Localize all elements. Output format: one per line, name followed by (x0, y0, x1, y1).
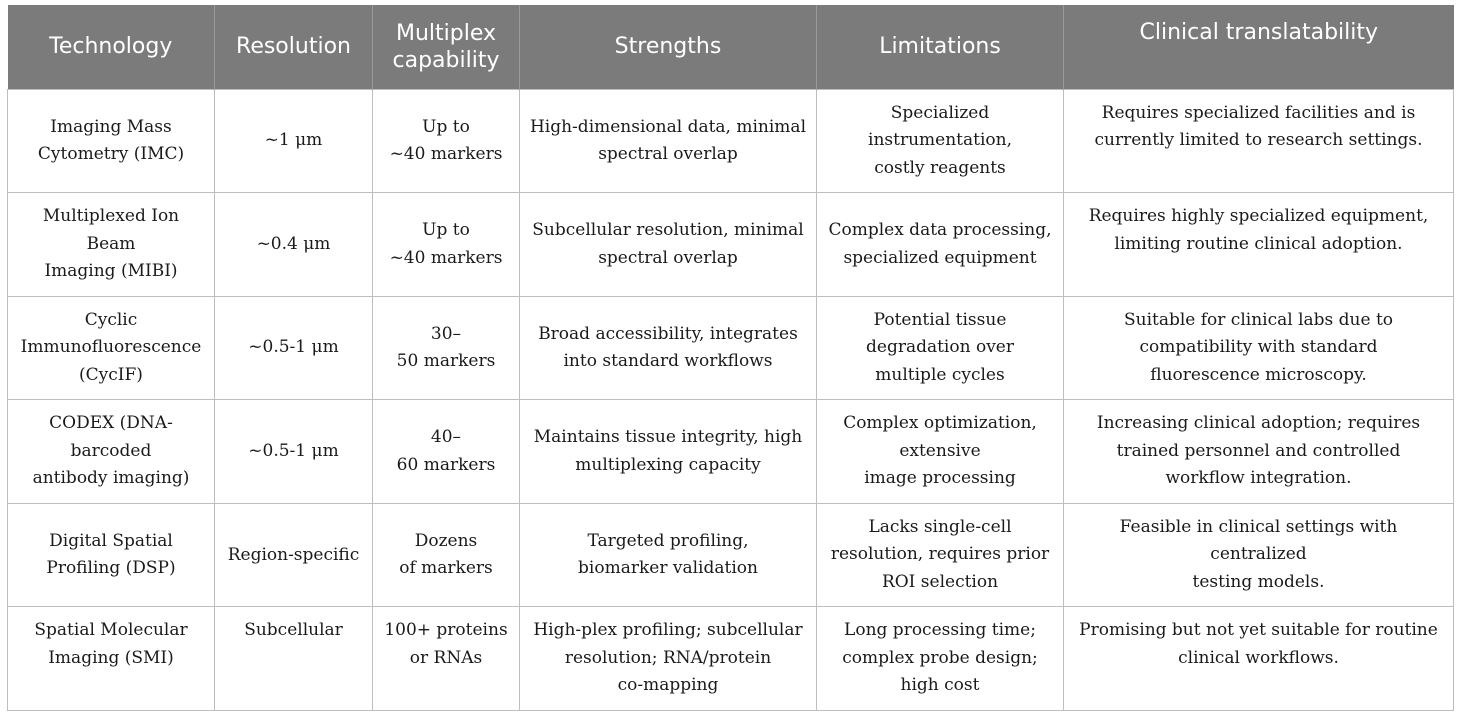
cell-limitations: Specialized instrumentation, costly reagents (817, 89, 1064, 193)
cell-clinical-translatability: Requires highly specialized equipment, limiting routine clinical adoption. (1064, 193, 1454, 297)
header-strengths: Strengths (520, 5, 817, 89)
cell-multiplex: Up to ~40 markers (373, 89, 520, 193)
cell-resolution: ~1 μm (215, 89, 373, 193)
technology-comparison-table (7, 5, 1454, 711)
cell-clinical-translatability: Requires specialized facilities and is currently limited to research settings. (1064, 89, 1454, 193)
cell-strengths: Targeted profiling, biomarker validation (520, 503, 817, 607)
cell-clinical-translatability: Feasible in clinical settings with centralized testing models. (1064, 503, 1454, 607)
header-multiplex-capability: Multiplex capability (373, 5, 520, 89)
cell-strengths: Maintains tissue integrity, high multiplexing capacity (520, 400, 817, 504)
header-clinical-translatability: Clinical translatability (1064, 5, 1454, 89)
cell-clinical-translatability: Increasing clinical adoption; requires trained personnel and controlled workflow integration. (1064, 400, 1454, 504)
cell-resolution: ~0.4 μm (215, 193, 373, 297)
cell-technology: Cyclic Immunofluorescence (CycIF) (8, 296, 215, 400)
cell-technology: CODEX (DNA- barcoded antibody imaging) (8, 400, 215, 504)
table-row (8, 503, 1454, 607)
cell-strengths: Subcellular resolution, minimal spectral overlap (520, 193, 817, 297)
table-row (8, 296, 1454, 400)
cell-resolution: Region-specific (215, 503, 373, 607)
cell-multiplex: Up to ~40 markers (373, 193, 520, 297)
header-row (8, 5, 1454, 89)
cell-technology: Imaging Mass Cytometry (IMC) (8, 89, 215, 193)
cell-resolution: ~0.5-1 μm (215, 400, 373, 504)
cell-limitations: Complex data processing, specialized equipment (817, 193, 1064, 297)
cell-clinical-translatability: Suitable for clinical labs due to compatibility with standard fluorescence microscopy. (1064, 296, 1454, 400)
cell-strengths: High-plex profiling; subcellular resolution; RNA/protein co-mapping (520, 607, 817, 711)
cell-technology: Multiplexed Ion Beam Imaging (MIBI) (8, 193, 215, 297)
cell-limitations: Potential tissue degradation over multiple cycles (817, 296, 1064, 400)
header-limitations: Limitations (817, 5, 1064, 89)
cell-strengths: High-dimensional data, minimal spectral overlap (520, 89, 817, 193)
cell-resolution: ~0.5-1 μm (215, 296, 373, 400)
cell-technology: Spatial Molecular Imaging (SMI) (8, 607, 215, 711)
cell-strengths: Broad accessibility, integrates into standard workflows (520, 296, 817, 400)
table-row (8, 400, 1454, 504)
header-resolution: Resolution (215, 5, 373, 89)
table-row (8, 193, 1454, 297)
cell-limitations: Complex optimization, extensive image processing (817, 400, 1064, 504)
cell-resolution: Subcellular (215, 607, 373, 711)
table-row (8, 89, 1454, 193)
cell-technology: Digital Spatial Profiling (DSP) (8, 503, 215, 607)
cell-limitations: Long processing time; complex probe design; high cost (817, 607, 1064, 711)
cell-clinical-translatability: Promising but not yet suitable for routine clinical workflows. (1064, 607, 1454, 711)
table-row (8, 607, 1454, 711)
cell-multiplex: 30– 50 markers (373, 296, 520, 400)
cell-limitations: Lacks single-cell resolution, requires prior ROI selection (817, 503, 1064, 607)
header-technology: Technology (8, 5, 215, 89)
cell-multiplex: 100+ proteins or RNAs (373, 607, 520, 711)
cell-multiplex: Dozens of markers (373, 503, 520, 607)
table-body (8, 89, 1454, 710)
cell-multiplex: 40– 60 markers (373, 400, 520, 504)
table-header (8, 5, 1454, 89)
